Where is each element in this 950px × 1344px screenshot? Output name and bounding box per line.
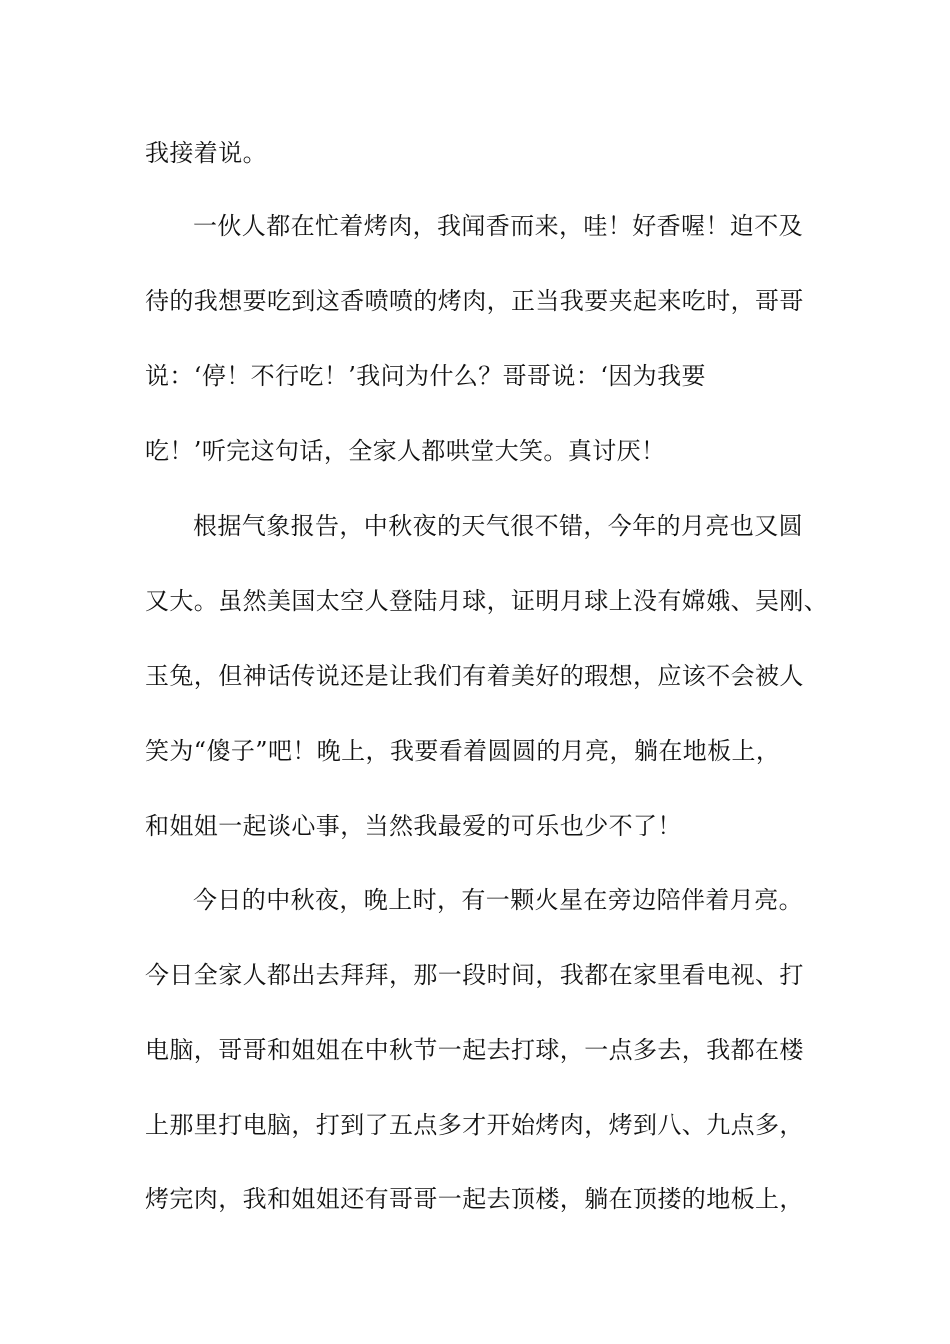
text-line: 电脑，哥哥和姐姐在中秋节一起去打球，一点多去，我都在楼 (145, 1036, 804, 1064)
text-line: 笑为“傻子”吧！晚上，我要看着圆圆的月亮，躺在地板上， (145, 737, 781, 765)
paragraph-first-line: 根据气象报告，中秋夜的天气很不错，今年的月亮也又圆 (193, 512, 803, 540)
paragraph-first-line: 一伙人都在忙着烤肉，我闻香而来，哇！好香喔！迫不及 (193, 212, 803, 240)
text-line: 今日全家人都出去拜拜，那一段时间，我都在家里看电视、打 (145, 961, 804, 989)
text-line: 又大。虽然美国太空人登陆月球，证明月球上没有嫦娥、吴刚、 (145, 587, 829, 615)
text-line: 烤完肉，我和姐姐还有哥哥一起去顶楼，躺在顶搂的地板上， (145, 1185, 804, 1213)
text-line: 说：‘停！不行吃！’我问为什么？哥哥说：‘因为我要 (145, 362, 706, 390)
paragraph-first-line: 今日的中秋夜，晚上时，有一颗火星在旁边陪伴着月亮。 (193, 886, 803, 914)
text-line: 上那里打电脑，打到了五点多才开始烤肉，烤到八、九点多， (145, 1111, 804, 1139)
text-line: 我接着说。 (145, 139, 267, 167)
text-line: 玉兔，但神话传说还是让我们有着美好的瑕想，应该不会被人 (145, 662, 804, 690)
text-line: 吃！’听完这句话，全家人都哄堂大笑。真讨厌！ (145, 437, 666, 465)
text-line: 和姐姐一起谈心事，当然我最爱的可乐也少不了！ (145, 812, 682, 840)
text-line: 待的我想要吃到这香喷喷的烤肉，正当我要夹起来吃时，哥哥 (145, 287, 804, 315)
